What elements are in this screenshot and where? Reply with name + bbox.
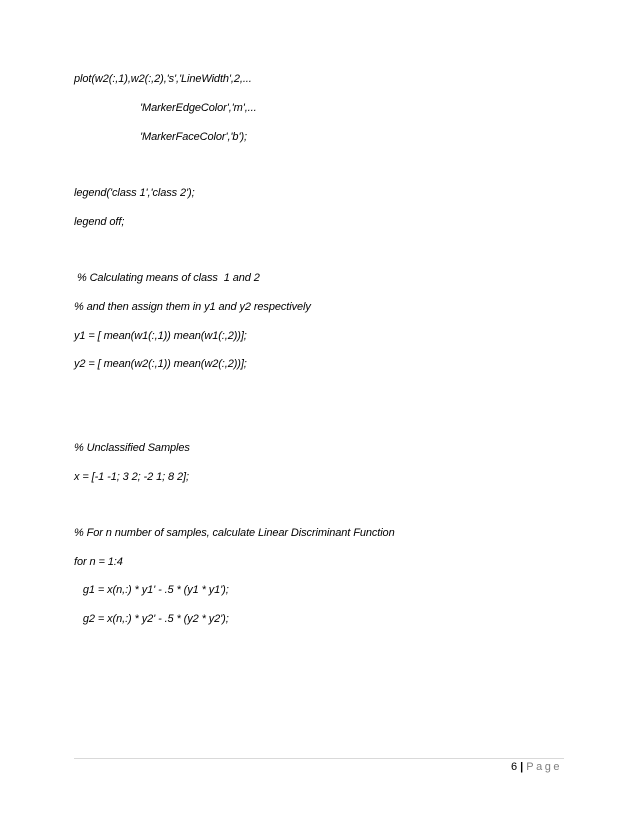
code-line: legend('class 1','class 2');	[74, 187, 195, 199]
page-footer	[511, 760, 562, 774]
code-line: g2 = x(n,:) * y2' - .5 * (y2 * y2');	[74, 613, 229, 625]
code-line: x = [-1 -1; 3 2; -2 1; 8 2];	[74, 471, 189, 483]
code-line: g1 = x(n,:) * y1' - .5 * (y1 * y1');	[74, 584, 229, 596]
code-line: y1 = [ mean(w1(:,1)) mean(w1(:,2))];	[74, 330, 247, 342]
code-line: for n = 1:4	[74, 556, 123, 568]
code-line: legend off;	[74, 216, 125, 228]
page-number: 6	[510, 761, 518, 773]
code-line: y2 = [ mean(w2(:,1)) mean(w2(:,2))];	[74, 358, 247, 370]
footer-divider	[74, 758, 564, 759]
code-comment: % Calculating means of class 1 and 2	[74, 272, 260, 284]
code-comment: % For n number of samples, calculate Linear Discriminant Function	[74, 527, 395, 539]
page-label: Page	[526, 761, 562, 773]
code-line: 'MarkerFaceColor','b');	[140, 131, 247, 143]
code-line: 'MarkerEdgeColor','m',...	[140, 102, 257, 114]
code-comment: % and then assign them in y1 and y2 respectively	[74, 301, 311, 313]
code-comment: % Unclassified Samples	[74, 442, 190, 454]
footer-separator: |	[520, 761, 524, 773]
code-line: plot(w2(:,1),w2(:,2),'s','LineWidth',2,...	[74, 73, 252, 85]
